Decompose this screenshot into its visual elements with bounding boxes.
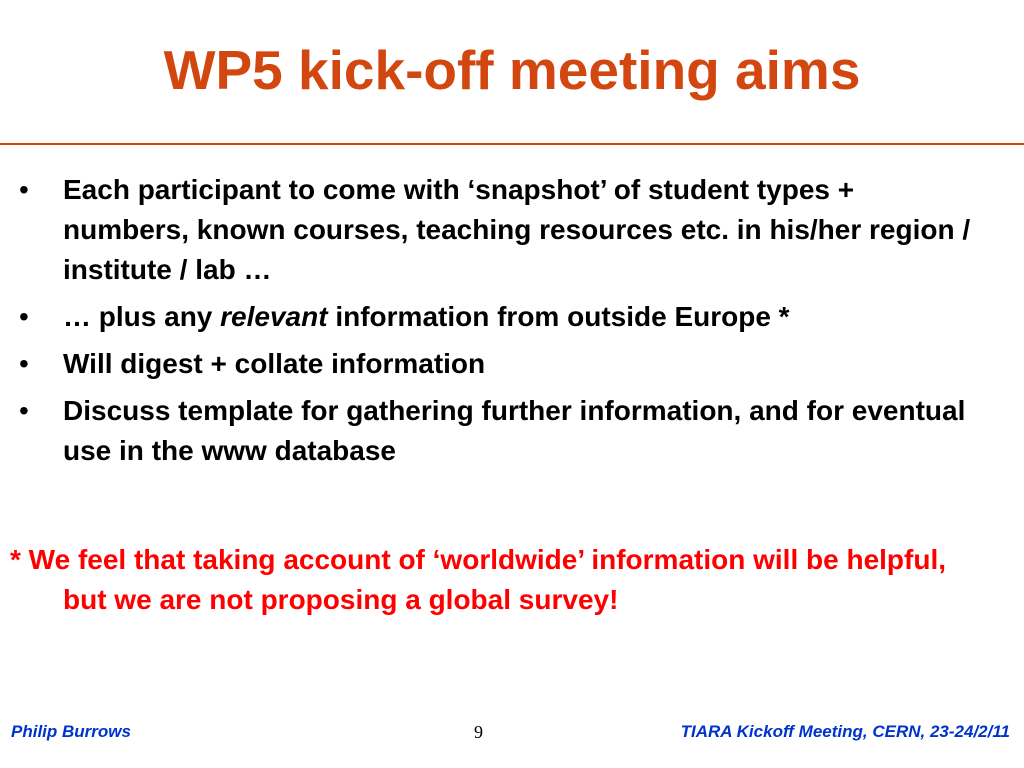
bullet-text: Will digest + collate information	[63, 348, 486, 379]
bullet-text: Discuss template for gathering further information, and for eventual use in the www database	[63, 395, 966, 466]
bullet-marker: •	[19, 301, 29, 332]
bullet-text: Each participant to come with ‘snapshot’ of student types + numbers, known courses, teaching resources etc. in his/her region / institute / lab …	[63, 174, 971, 285]
slide-title: WP5 kick-off meeting aims	[163, 39, 861, 101]
title-divider	[0, 143, 1024, 145]
bullet-list	[0, 170, 1024, 478]
bullet-marker: •	[19, 348, 29, 379]
bullet-text-after: information from outside Europe *	[327, 301, 790, 332]
footnote-remark: * We feel that taking account of ‘worldwide’ information will be helpful, but we are not proposing a global survey!	[10, 544, 947, 615]
bullet-text-emphasis: relevant	[220, 301, 328, 332]
bullet-marker: •	[19, 395, 29, 426]
bullet-item	[0, 344, 1024, 384]
bullet-marker: •	[19, 174, 29, 205]
bullet-item	[0, 391, 1024, 471]
bullet-item	[0, 297, 1024, 337]
footer-author: Philip Burrows	[11, 722, 131, 741]
footer-event: TIARA Kickoff Meeting, CERN, 23-24/2/11	[680, 722, 1010, 741]
bullet-text-before: … plus any	[63, 301, 221, 332]
bullet-item	[0, 170, 1024, 290]
page-number: 9	[474, 722, 483, 742]
